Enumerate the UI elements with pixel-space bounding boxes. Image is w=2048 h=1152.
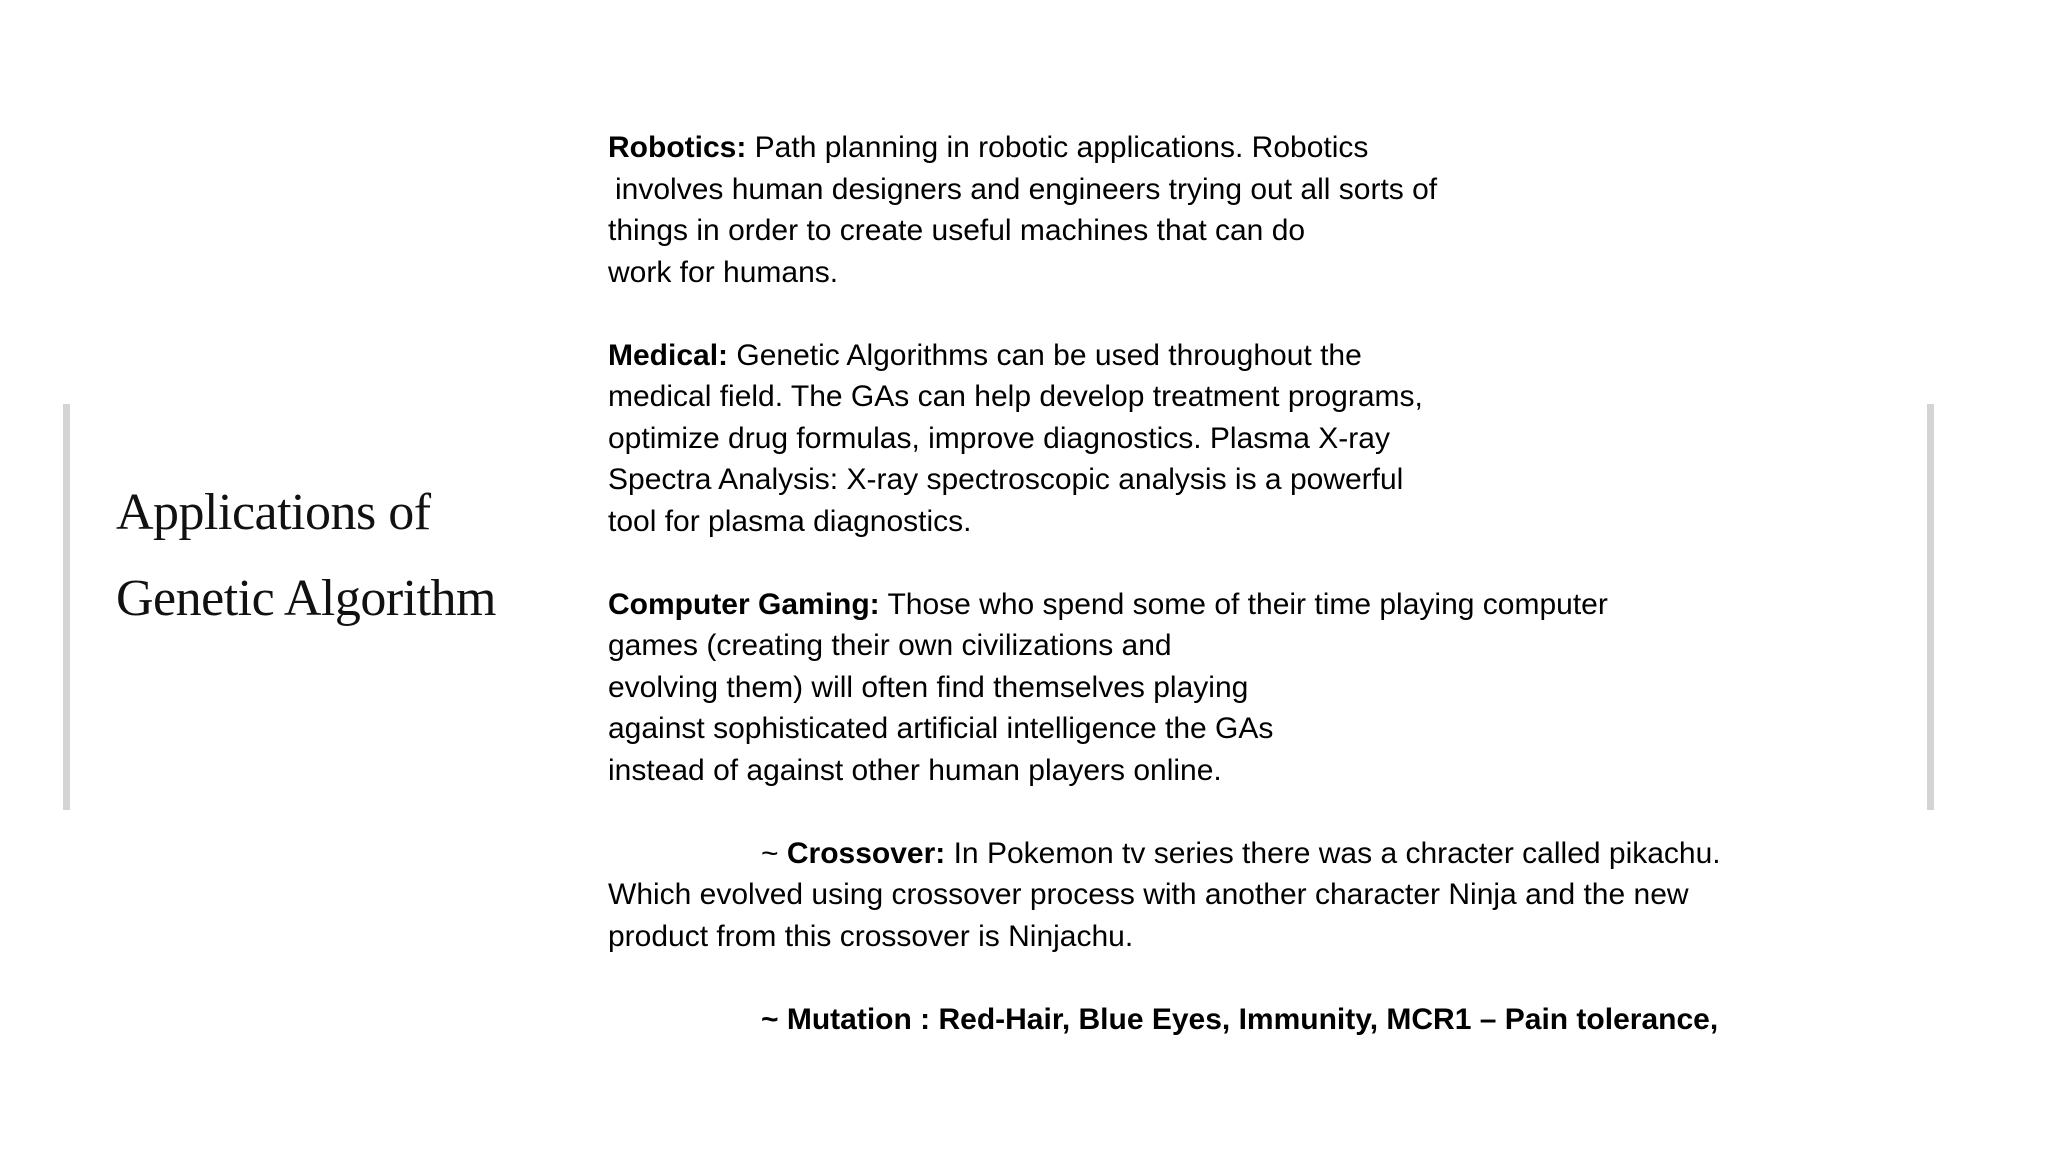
medical-line-1 (608, 335, 1908, 377)
slide-body (608, 127, 1908, 1082)
title-line-1: Applications of (116, 484, 431, 541)
robotics-label: Robotics: (608, 131, 747, 164)
title-line-2: Genetic Algorithm (116, 570, 496, 627)
crossover-line-2: Which evolved using crossover process with another character Ninja and the new (608, 878, 1689, 911)
gaming-line-4: against sophisticated artificial intelligence the GAs (608, 712, 1274, 745)
crossover-label: Crossover: (786, 836, 946, 870)
medical-line-2: medical field. The GAs can help develop treatment programs, (608, 380, 1423, 413)
gaming-line-2: games (creating their own civilizations and (608, 629, 1172, 662)
gaming-text-1: Those who spend some of their time playing computer (879, 587, 1608, 621)
medical-line-3: optimize drug formulas, improve diagnostics. Plasma X-ray (608, 421, 1390, 455)
gaming-paragraph (608, 584, 1908, 792)
gaming-line-3: evolving them) will often find themselves playing (608, 670, 1249, 704)
slide-title (116, 470, 536, 642)
robotics-line-1 (608, 127, 1908, 169)
mutation-line: ~ Mutation : Red-Hair, Blue Eyes, Immunity, MCR1 – Pain tolerance, (761, 1002, 1719, 1036)
gaming-label: Computer Gaming: (608, 587, 880, 621)
robotics-line-2: involves human designers and engineers trying out all sorts of (615, 172, 1438, 206)
mutation-paragraph (608, 999, 1908, 1041)
medical-text-1: Genetic Algorithms can be used throughout the (728, 338, 1362, 372)
medical-line-4: Spectra Analysis: X-ray spectroscopic analysis is a powerful (608, 463, 1404, 496)
robotics-paragraph (608, 127, 1908, 293)
gaming-line-1 (608, 584, 1908, 626)
gaming-line-5: instead of against other human players online. (608, 753, 1222, 787)
medical-paragraph (608, 335, 1908, 543)
medical-line-5: tool for plasma diagnostics. (608, 504, 972, 538)
crossover-line-3: product from this crossover is Ninjachu. (608, 919, 1134, 953)
crossover-paragraph (608, 833, 1908, 958)
robotics-line-4: work for humans. (608, 255, 839, 289)
crossover-text-1: In Pokemon tv series there was a chracter called pikachu. (945, 836, 1721, 870)
robotics-line-3: things in order to create useful machines that can do (608, 214, 1306, 247)
robotics-text-1: Path planning in robotic applications. Robotics (746, 131, 1369, 164)
crossover-prefix: ~ (761, 836, 787, 870)
medical-label: Medical: (608, 338, 729, 372)
crossover-line-1 (608, 833, 1908, 875)
right-accent-bar (1927, 404, 1934, 810)
left-accent-bar (63, 404, 70, 810)
